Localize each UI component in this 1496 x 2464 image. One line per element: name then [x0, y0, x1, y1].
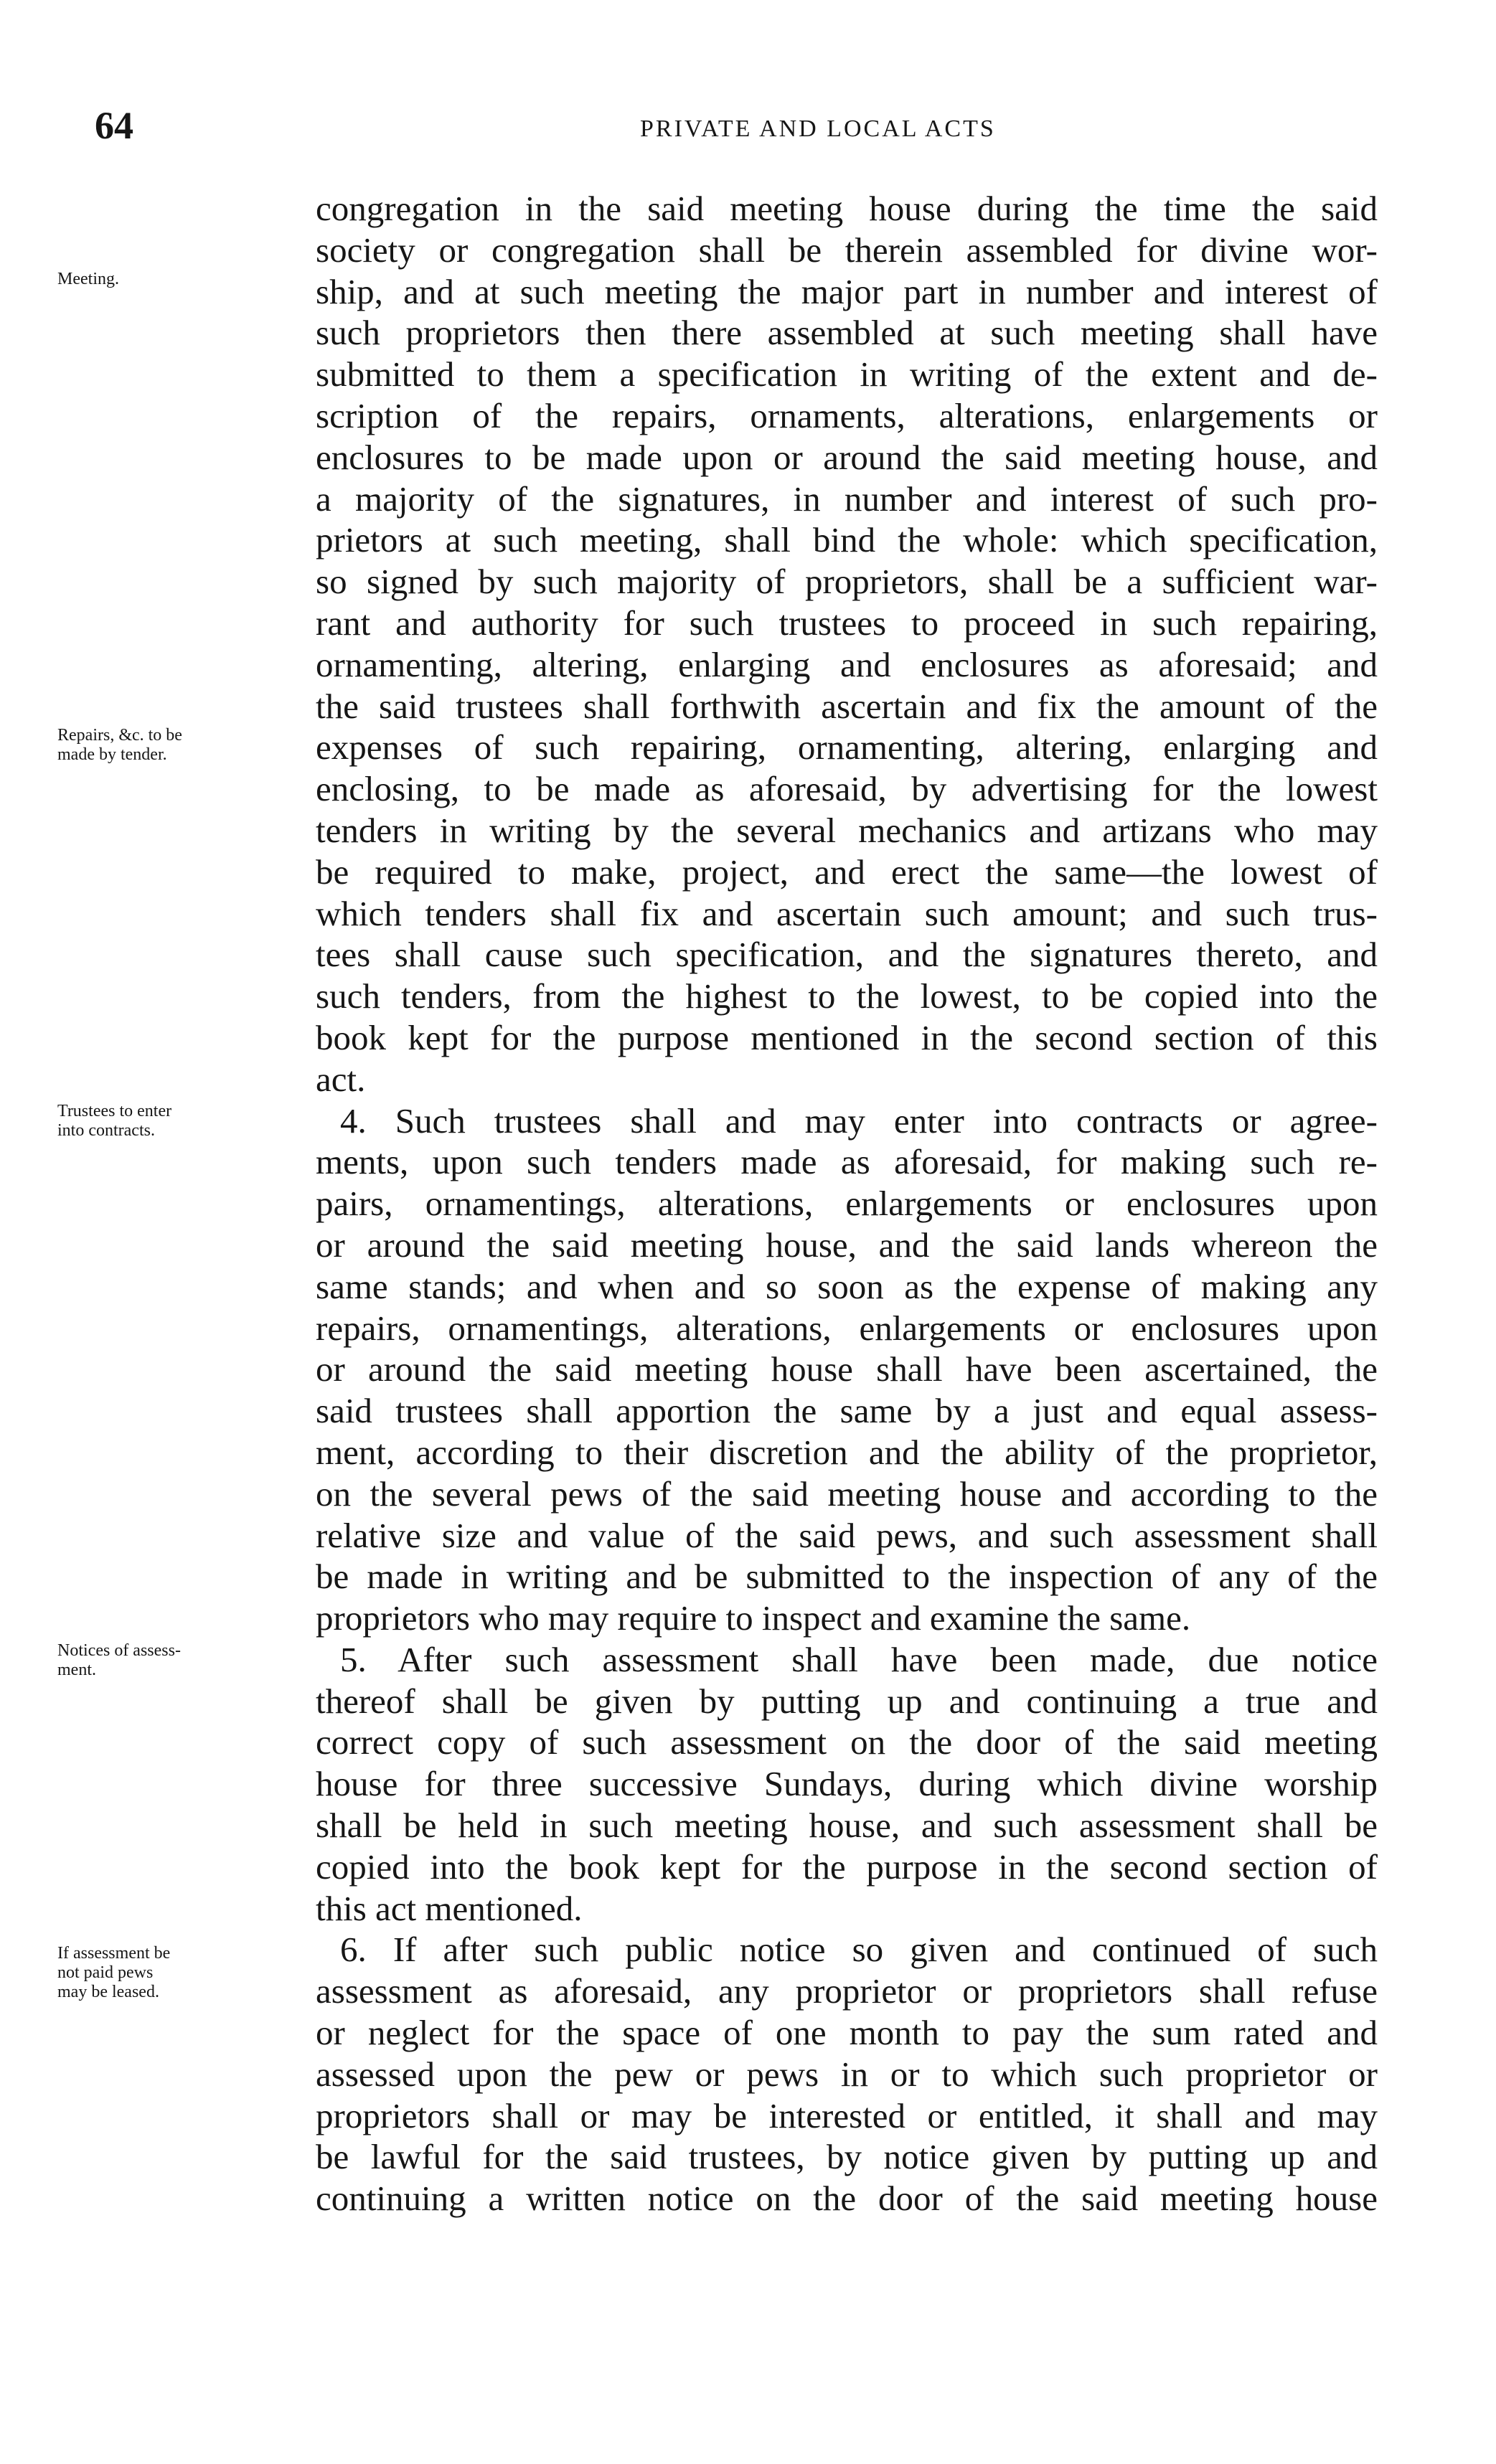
text-line: such tenders, from the highest to the lowest, to be copied into the — [316, 976, 1378, 1016]
text-line: continuing a written notice on the door of the said meeting house — [316, 2179, 1378, 2219]
text-line: shall be held in such meeting house, and such assessment shall be — [316, 1805, 1378, 1846]
text-line: assessed upon the pew or pews in or to which such proprietor or — [316, 2054, 1378, 2094]
text-line: society or congregation shall be therein assembled for divine wor- — [316, 230, 1378, 270]
text-line: be required to make, project, and erect the same—the lowest of — [316, 851, 1378, 892]
text-line: expenses of such repairing, ornamenting, altering, enlarging and — [316, 727, 1378, 768]
text-line: congregation in the said meeting house during the time the said — [316, 189, 1378, 228]
text-line: such proprietors then there assembled at such meeting shall have — [316, 313, 1378, 353]
text-line: tees shall cause such specification, and the signatures thereto, and — [316, 935, 1378, 975]
sidenote-notices — [57, 1641, 316, 1680]
text-line: same stands; and when and so soon as the expense of making any — [316, 1266, 1378, 1306]
text-line: assessment as aforesaid, any proprietor or proprietors shall refuse — [316, 1971, 1378, 2011]
text-line: ments, upon such tenders made as aforesaid, for making such re- — [316, 1142, 1378, 1182]
text-line: enclosing, to be made as aforesaid, by advertising for the lowest — [316, 769, 1378, 809]
sidenote-line: may be leased. — [57, 1983, 159, 2001]
text-line: enclosures to be made upon or around the said meeting house, and — [316, 437, 1378, 477]
sidenote-line: If assessment be — [57, 1944, 171, 1963]
sidenote-trustees — [57, 1102, 316, 1141]
text-line: thereof shall be given by putting up and continuing a true and — [316, 1681, 1378, 1721]
text-line: repairs, ornamentings, alterations, enlargements or enclosures upon — [316, 1308, 1378, 1348]
sidenote-line: Notices of assess- — [57, 1641, 181, 1660]
text-line: be lawful for the said trustees, by notice given by putting up and — [316, 2137, 1378, 2177]
section-6-start: 6. If after such public notice so given and continued of such — [340, 1930, 1378, 1970]
text-line: ship, and at such meeting the major part in number and interest of — [316, 271, 1378, 311]
running-head: PRIVATE AND LOCAL ACTS — [640, 115, 996, 142]
section-4-start: 4. Such trustees shall and may enter into contracts or agree- — [340, 1100, 1378, 1141]
text-line: or neglect for the space of one month to pay the sum rated and — [316, 2013, 1378, 2053]
text-line: be made in writing and be submitted to the inspection of any of the — [316, 1557, 1378, 1597]
text-line: proprietors shall or may be interested or entitled, it shall and may — [316, 2095, 1378, 2135]
text-line: correct copy of such assessment on the door of the said meeting — [316, 1722, 1378, 1762]
text-line: pairs, ornamentings, alterations, enlargements or enclosures upon — [316, 1184, 1378, 1224]
sidenote-line: into contracts. — [57, 1121, 155, 1140]
text-line: this act mentioned. — [316, 1888, 583, 1928]
text-line: on the several pews of the said meeting house and according to the — [316, 1473, 1378, 1514]
text-line: a majority of the signatures, in number and interest of such pro- — [316, 478, 1378, 519]
sidenote-line: Meeting. — [57, 270, 119, 288]
text-line: relative size and value of the said pews, and such assessment shall — [316, 1515, 1378, 1555]
sidenote-line: made by tender. — [57, 745, 167, 764]
text-line: which tenders shall fix and ascertain such amount; and such trus- — [316, 893, 1378, 933]
text-line: the said trustees shall forthwith ascertain and fix the amount of the — [316, 686, 1378, 726]
sidenote-repairs — [57, 726, 316, 765]
sidenote-line: Trustees to enter — [57, 1102, 172, 1120]
text-line: act. — [316, 1059, 366, 1099]
text-line: or around the said meeting house, and the said lands whereon the — [316, 1224, 1378, 1265]
section-5-start: 5. After such assessment shall have been made, due notice — [340, 1639, 1378, 1679]
page-number: 64 — [95, 104, 133, 147]
sidenote-line: not paid pews — [57, 1963, 154, 1982]
sidenote-pews-leased — [57, 1944, 316, 2002]
sidenote-line: ment. — [57, 1661, 96, 1679]
text-line: so signed by such majority of proprietors, shall be a sufficient war- — [316, 562, 1378, 602]
text-line: said trustees shall apportion the same by a just and equal assess- — [316, 1391, 1378, 1431]
text-line: copied into the book kept for the purpose in the second section of — [316, 1846, 1378, 1887]
text-line: submitted to them a specification in writing of the extent and de- — [316, 354, 1378, 395]
text-line: book kept for the purpose mentioned in the second section of this — [316, 1017, 1378, 1057]
text-line: rant and authority for such trustees to proceed in such repairing, — [316, 603, 1378, 643]
text-line: scription of the repairs, ornaments, alterations, enlargements or — [316, 395, 1378, 435]
text-line: proprietors who may require to inspect and examine the same. — [316, 1598, 1191, 1638]
text-line: ment, according to their discretion and the ability of the proprietor, — [316, 1432, 1378, 1472]
body-text — [316, 188, 1378, 2219]
text-line: tenders in writing by the several mechanics and artizans who may — [316, 810, 1378, 850]
text-line: prietors at such meeting, shall bind the whole: which specification, — [316, 520, 1378, 560]
text-line: house for three successive Sundays, during which divine worship — [316, 1764, 1378, 1804]
sidenote-line: Repairs, &c. to be — [57, 726, 182, 745]
text-line: ornamenting, altering, enlarging and enclosures as aforesaid; and — [316, 644, 1378, 684]
text-line: or around the said meeting house shall have been ascertained, the — [316, 1349, 1378, 1389]
sidenote-meeting — [57, 270, 316, 289]
